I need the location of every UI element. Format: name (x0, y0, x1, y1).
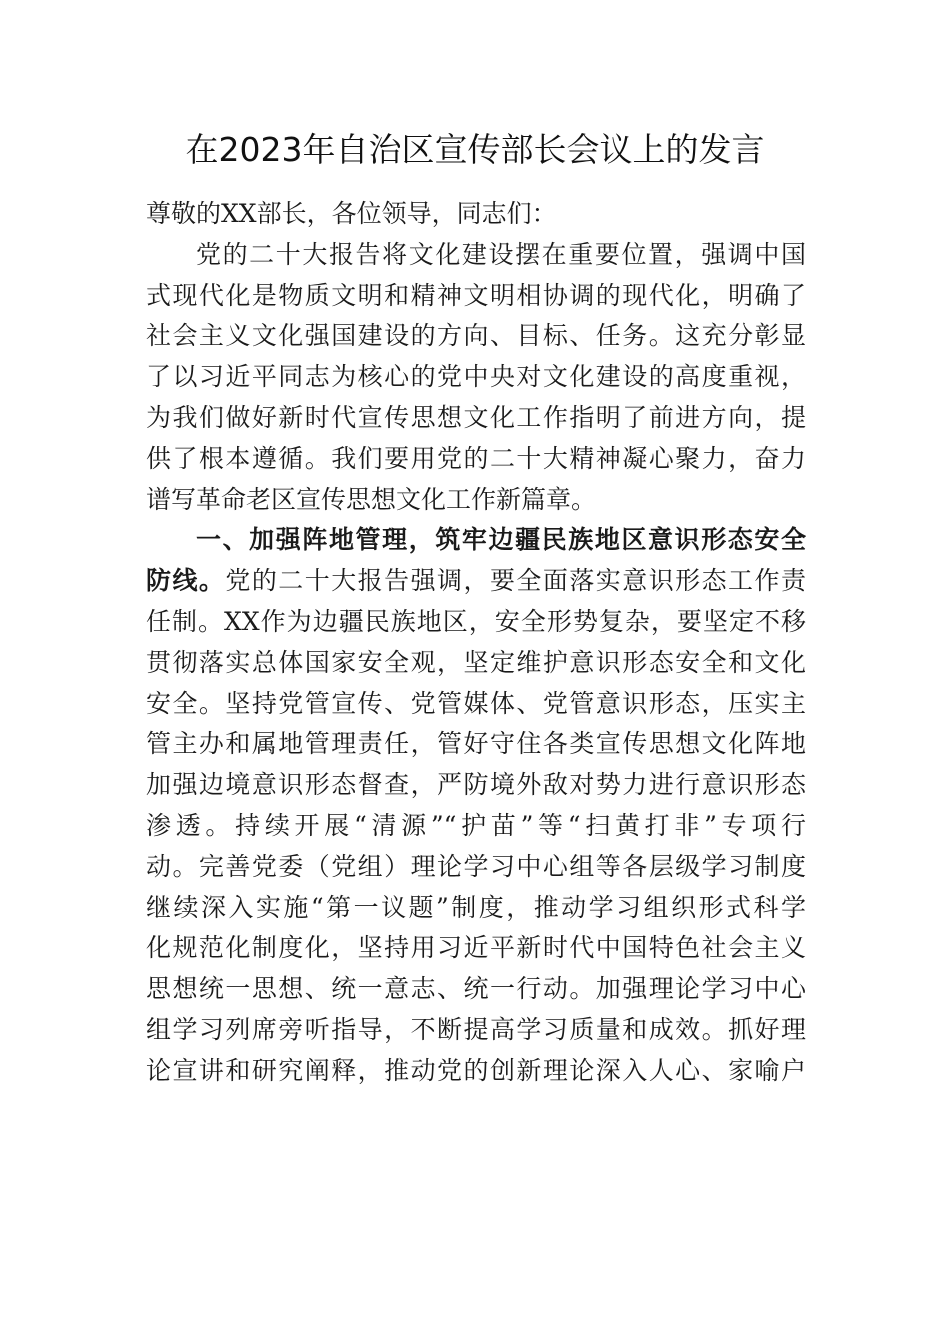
document-body (146, 194, 806, 1092)
section-line (146, 561, 806, 602)
section-line: 安全。坚持党管宣传、党管媒体、党管意识形态，压实主 (146, 688, 806, 718)
section-line: 化规范化制度化，坚持用习近平新时代中国特色社会主义 (146, 933, 806, 963)
section-line: 论宣讲和研究阐释，推动党的创新理论深入人心、家喻户 (146, 1055, 806, 1085)
section-heading: 一、加强阵地管理，筑牢边疆民族地区意识形态安全 (196, 525, 806, 555)
intro-line: 社会主义文化强国建设的方向、目标、任务。这充分彰显 (146, 321, 806, 351)
section-line: 任制。XX作为边疆民族地区，安全形势复杂，要坚定不移 (146, 606, 806, 636)
intro-line: 谱写革命老区宣传思想文化工作新篇章。 (146, 484, 597, 514)
section-line: 渗透。持续开展“清源”“护苗”等“扫黄打非”专项行 (146, 810, 806, 840)
section-heading-end: 防线。 (146, 566, 226, 596)
intro-line: 为我们做好新时代宣传思想文化工作指明了前进方向，提 (146, 402, 806, 432)
intro-line: 了以习近平同志为核心的党中央对文化建设的高度重视， (146, 362, 806, 392)
intro-line: 式现代化是物质文明和精神文明相协调的现代化，明确了 (146, 280, 806, 310)
section-line: 管主办和属地管理责任，管好守住各类宣传思想文化阵地 (146, 729, 806, 759)
section-line: 组学习列席旁听指导，不断提高学习质量和成效。抓好理 (146, 1014, 806, 1044)
section-line: 贯彻落实总体国家安全观，坚定维护意识形态安全和文化 (146, 647, 806, 677)
section-line: 动。完善党委（党组）理论学习中心组等各层级学习制度 (146, 851, 806, 881)
salutation: 尊敬的XX部长，各位领导，同志们： (146, 199, 557, 228)
section-line: 加强边境意识形态督查，严防境外敌对势力进行意识形态 (146, 770, 806, 800)
section-line-text: 党的二十大报告强调，要全面落实意识形态工作责 (225, 566, 806, 596)
intro-line: 党的二十大报告将文化建设摆在重要位置，强调中国 (196, 239, 806, 269)
document-title: 在2023年自治区宣传部长会议上的发言 (185, 130, 765, 169)
intro-line: 供了根本遵循。我们要用党的二十大精神凝心聚力，奋力 (146, 443, 806, 473)
section-line: 思想统一思想、统一意志、统一行动。加强理论学习中心 (146, 974, 806, 1004)
section-line: 继续深入实施“第一议题”制度，推动学习组织形式科学 (146, 892, 806, 922)
